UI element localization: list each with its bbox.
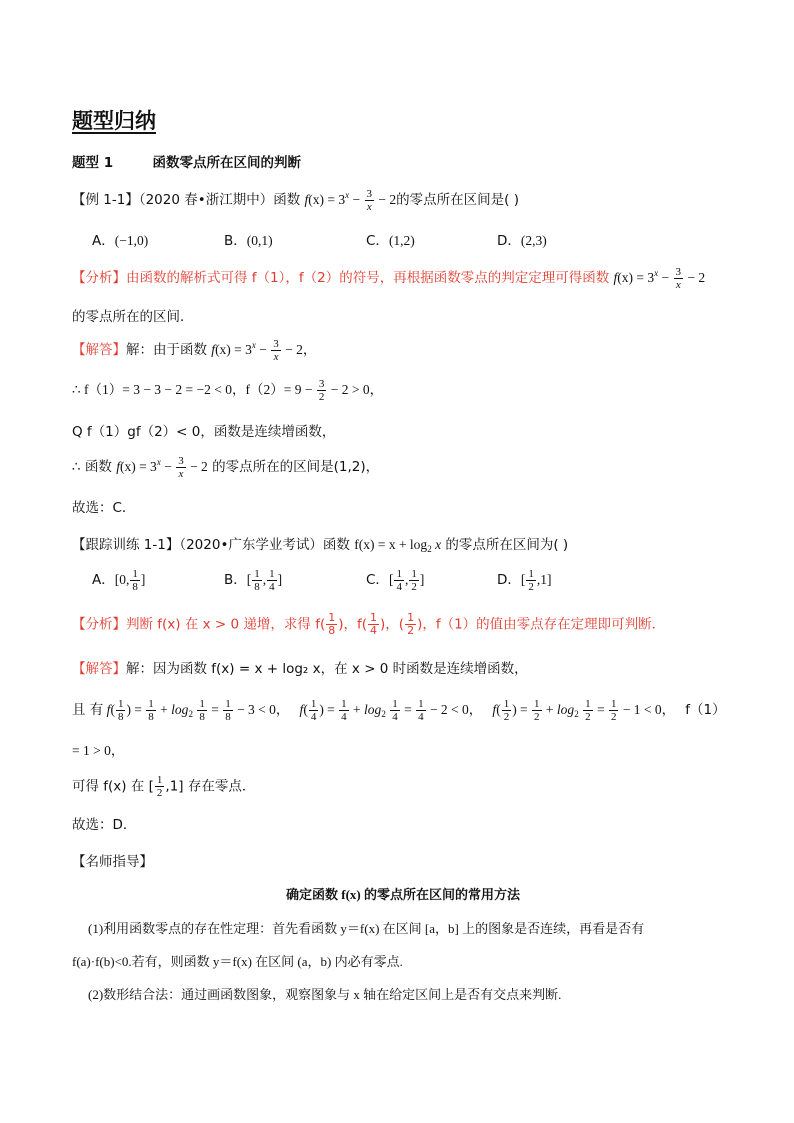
example-tag: 【例 1-1】 [72,192,139,208]
teacher-paragraph-2: (2)数形结合法：通过画函数图象，观察图象与 x 轴在给定区间上是否有交点来判断. [88,987,562,1002]
section-title: 函数零点所在区间的判断 [152,155,301,171]
option-a: A．(−1,0) [92,233,149,249]
teacher-paragraph-1b: f(a)·f(b)<0.若有，则函数 y＝f(x) 在区间 (a，b) 内必有零点. [72,954,403,969]
option-b: B．(0,1) [224,233,273,249]
section-label: 题型 1 [72,155,114,171]
page-title: 题型归纳 [72,109,156,133]
exercise-solution-line-2: 且 有 f( $\frac{1}{8}$ ) = $\frac{1}{8}$ + $\log_2$ $\frac{1}{8}$ = $\frac{1}{8}$ − 3 < 0， f( $\frac{1}{4}$ ) = $\frac{1}{4}$ + $\log_2$ $\frac{1}{4}$ = $\frac{1}{4}$ − 2 < 0， f( $\frac{1}{2}$ ) = $\frac{1}{2}$ + $\log_2$ $\frac{1}{2}$ = $\frac{1}{2}$ − 1 < 0， f（1） [72,698,726,724]
section-heading [72,151,301,171]
exercise-option-b: B．[ $\frac{1}{8}$ , $\frac{1}{4}$ ] [224,568,283,594]
example-question: 【例 1-1】（2020 春•浙江期中）函数 $f(x) = 3^x$ − $\frac{3}{x}$ − 2的零点所在区间是( ) [72,188,519,214]
exercise-question: 【跟踪训练 1-1】（2020•广东学业考试）函数 $f(x) = x + \log_2 x$ 的零点所在区间为( ) [72,537,569,554]
analysis-tag: 【分析】 [72,270,126,286]
exercise-solution-line-4: 可得 f(x) 在 [ $\frac{1}{2}$ ,1] 存在零点． [72,774,256,799]
solution-line-4: ∴ 函数 $f(x) = 3^x$ − $\frac{3}{x}$ − 2 的零点所在的区间是(1,2)， [72,455,380,481]
teacher-tag: 【名师指导】 [72,854,153,870]
exercise-option-d: D．[ $\frac{1}{2}$ ,1] [497,568,552,594]
option-d: D．(2,3) [497,233,547,249]
solution-line-1: 【解答】解：由于函数 $f(x) = 3^x$ − $\frac{3}{x}$ − 2， [72,338,317,364]
exercise-analysis: 【分析】判断 f(x) 在 x > 0 递增，求得 f( $\frac{1}{8}$ )，f( $\frac{1}{4}$ )，( $\frac{1}{2}$ )，f（1）的值由零点存在定理即可判断． [72,611,666,637]
exercise-option-a: A．[0, $\frac{1}{8}$ ] [92,568,146,594]
exercise-solution-line-3: = 1 > 0， [72,743,125,758]
solution-line-2: ∴ f（1）= 3 − 3 − 2 = −2 < 0，f（2）= 9 − $\frac{3}{2}$ − 2 > 0， [72,378,384,404]
teacher-title: 确定函数 f(x) 的零点所在区间的常用方法 [286,887,520,902]
exercise-solution-line-5: 故选：D． [72,817,137,833]
function-expression: f [304,192,309,207]
exercise-option-c: C．[ $\frac{1}{4}$ , $\frac{1}{2}$ ] [366,568,425,594]
solution-line-5: 故选：C． [72,500,136,516]
example-suffix: 的零点所在区间是( ) [396,192,519,208]
analysis-text: 由函数的解析式可得 f（1），f（2）的符号，再根据函数零点的判定定理可得函数 [126,270,610,286]
teacher-paragraph-1a: (1)利用函数零点的存在性定理：首先看函数 y＝f(x) 在区间 [a，b] 上的图象是否连续，再看是否有 [88,921,645,936]
option-c: C．(1,2) [366,233,415,249]
exercise-solution-line-1: 【解答】解：因为函数 f(x) = x + log₂ x，在 x > 0 时函数是连续增函数， [72,661,528,677]
analysis-line: 【分析】由函数的解析式可得 f（1），f（2）的符号，再根据函数零点的判定定理可得函数 $f(x) = 3^x$ − $\frac{3}{x}$ − 2 [72,266,706,292]
exercise-tag: 【跟踪训练 1-1】 [72,537,180,553]
solution-line-3: Q f（1）gf（2）< 0，函数是连续增函数， [72,424,336,440]
solution-tag: 【解答】 [72,342,126,358]
example-source: （2020 春•浙江期中）函数 [138,192,301,208]
analysis-continuation: 的零点所在的区间． [72,309,194,325]
